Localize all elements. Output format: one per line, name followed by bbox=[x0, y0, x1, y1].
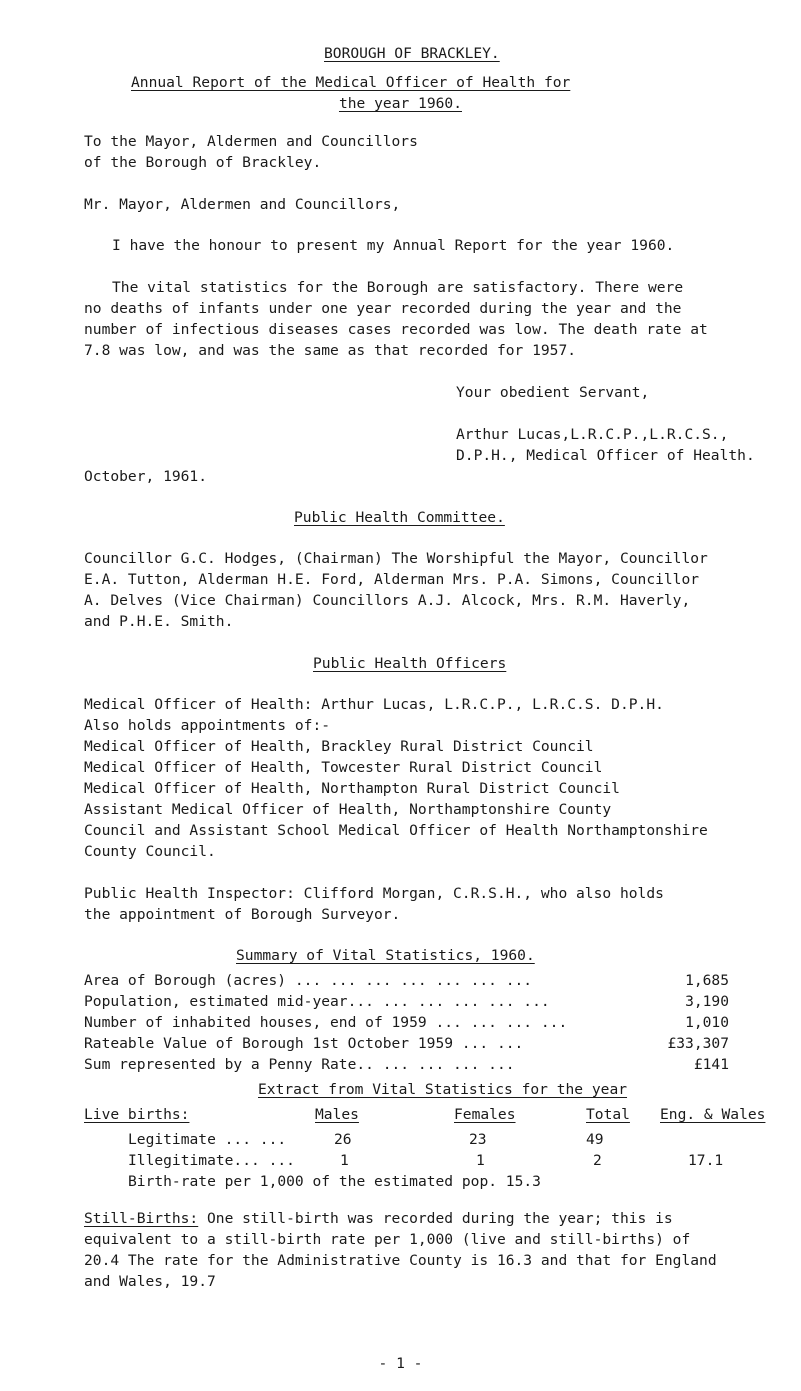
report-title-line2 bbox=[0, 94, 801, 113]
letter-paragraph2-line2: no deaths of infants under one year recorded during the year and the bbox=[84, 300, 682, 317]
page-number: - 1 - bbox=[378, 1355, 423, 1372]
report-title-line1: Annual Report of the Medical Officer of Health for bbox=[131, 74, 571, 91]
still-births-label: Still-Births: bbox=[84, 1210, 199, 1227]
letter-paragraph2-line3: number of infectious diseases cases recorded was low. The death rate at bbox=[84, 321, 708, 338]
officers-line: Medical Officer of Health, Brackley Rural District Council bbox=[84, 738, 594, 755]
legitimate-label: Legitimate ... ... bbox=[128, 1131, 287, 1148]
illegitimate-label: Illegitimate... ... bbox=[128, 1152, 295, 1169]
summary-row-value: £33,307 bbox=[667, 1035, 729, 1052]
inspector-line2: the appointment of Borough Surveyor. bbox=[84, 906, 401, 923]
col-males: Males bbox=[315, 1106, 359, 1123]
summary-row-label: Rateable Value of Borough 1st October 1959 ... ... bbox=[84, 1035, 524, 1052]
still-births-line2: equivalent to a still-birth rate per 1,000 (live and still-births) of bbox=[84, 1231, 691, 1248]
col-eng-wales: Eng. & Wales bbox=[660, 1106, 766, 1123]
summary-row-label: Population, estimated mid-year... ... ... ... ... ... bbox=[84, 993, 550, 1010]
legitimate-females: 23 bbox=[469, 1131, 487, 1148]
committee-line2: E.A. Tutton, Alderman H.E. Ford, Alderman Mrs. P.A. Simons, Councillor bbox=[84, 571, 700, 588]
still-births-line3: 20.4 The rate for the Administrative County is 16.3 and that for England bbox=[84, 1252, 717, 1269]
summary-row-label: Sum represented by a Penny Rate.. ... ... ... ... bbox=[84, 1056, 515, 1073]
summary-row-value: 1,685 bbox=[685, 972, 729, 989]
summary-row-label: Number of inhabited houses, end of 1959 ... ... ... ... bbox=[84, 1014, 568, 1031]
report-title-year: the year 1960. bbox=[338, 95, 462, 112]
closing: Your obedient Servant, bbox=[456, 384, 650, 401]
illegitimate-total: 2 bbox=[593, 1152, 602, 1169]
col-females: Females bbox=[454, 1106, 516, 1123]
officers-line: Medical Officer of Health: Arthur Lucas, L.R.C.P., L.R.C.S. D.P.H. bbox=[84, 696, 664, 713]
still-births-line1 bbox=[84, 1209, 673, 1228]
summary-row-value: 1,010 bbox=[685, 1014, 729, 1031]
extract-heading: Extract from Vital Statistics for the year bbox=[258, 1081, 628, 1098]
still-births-line4: and Wales, 19.7 bbox=[84, 1273, 216, 1290]
summary-row-value: 3,190 bbox=[685, 993, 729, 1010]
committee-line3: A. Delves (Vice Chairman) Councillors A.J. Alcock, Mrs. R.M. Haverly, bbox=[84, 592, 691, 609]
officers-line: Medical Officer of Health, Northampton Rural District Council bbox=[84, 780, 620, 797]
summary-row-value: £141 bbox=[693, 1056, 729, 1073]
committee-heading: Public Health Committee. bbox=[294, 509, 505, 526]
letter-paragraph2-line4: 7.8 was low, and was the same as that recorded for 1957. bbox=[84, 342, 577, 359]
salutation: Mr. Mayor, Aldermen and Councillors, bbox=[84, 196, 401, 213]
letter-paragraph2-line1: The vital statistics for the Borough are satisfactory. There were bbox=[112, 279, 684, 296]
illegitimate-eng-wales: 17.1 bbox=[688, 1152, 724, 1169]
still-births-text: One still-birth was recorded during the year; this is bbox=[198, 1210, 673, 1227]
address-line1: To the Mayor, Aldermen and Councillors bbox=[84, 133, 418, 150]
signature-line1: Arthur Lucas,L.R.C.P.,L.R.C.S., bbox=[456, 426, 729, 443]
committee-line1: Councillor G.C. Hodges, (Chairman) The Worshipful the Mayor, Councillor bbox=[84, 550, 708, 567]
officers-line: Also holds appointments of:- bbox=[84, 717, 331, 734]
officers-line: Council and Assistant School Medical Officer of Health Northamptonshire bbox=[84, 822, 708, 839]
legitimate-males: 26 bbox=[334, 1131, 352, 1148]
illegitimate-females: 1 bbox=[476, 1152, 485, 1169]
summary-row-label: Area of Borough (acres) ... ... ... ... ... ... ... bbox=[84, 972, 533, 989]
letter-date: October, 1961. bbox=[84, 468, 208, 485]
birth-rate-line: Birth-rate per 1,000 of the estimated pop. 15.3 bbox=[128, 1173, 541, 1190]
signature-line2: D.P.H., Medical Officer of Health. bbox=[456, 447, 755, 464]
summary-heading: Summary of Vital Statistics, 1960. bbox=[236, 947, 535, 964]
legitimate-total: 49 bbox=[586, 1131, 604, 1148]
letter-paragraph1: I have the honour to present my Annual Report for the year 1960. bbox=[112, 237, 675, 254]
live-births-label: Live births: bbox=[84, 1106, 190, 1123]
committee-line4: and P.H.E. Smith. bbox=[84, 613, 234, 630]
officers-line: County Council. bbox=[84, 843, 216, 860]
address-line2: of the Borough of Brackley. bbox=[84, 154, 322, 171]
illegitimate-males: 1 bbox=[340, 1152, 349, 1169]
inspector-line1: Public Health Inspector: Clifford Morgan, C.R.S.H., who also holds bbox=[84, 885, 664, 902]
officers-line: Assistant Medical Officer of Health, Northamptonshire County bbox=[84, 801, 612, 818]
officers-heading: Public Health Officers bbox=[313, 655, 507, 672]
borough-heading: BOROUGH OF BRACKLEY. bbox=[324, 45, 500, 62]
officers-line: Medical Officer of Health, Towcester Rural District Council bbox=[84, 759, 603, 776]
col-total: Total bbox=[586, 1106, 630, 1123]
